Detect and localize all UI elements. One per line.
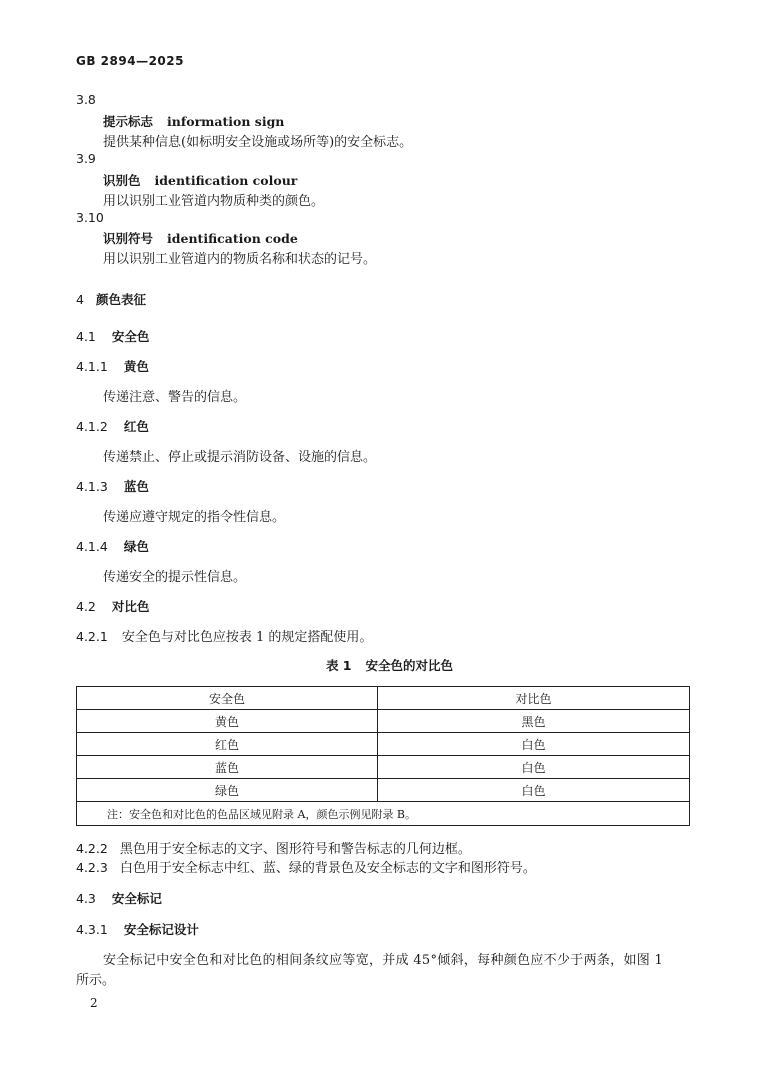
term-english: information sign: [167, 114, 285, 129]
table-cell: 蓝色: [77, 756, 378, 779]
table-note-row: [77, 802, 690, 826]
table-note: 注：安全色和对比色的色品区域见附录 A，颜色示例见附录 B。: [77, 802, 690, 826]
table-cell: 白色: [378, 733, 690, 756]
definition-term: [103, 229, 298, 247]
section-heading-4: 4 颜色表征: [76, 292, 146, 307]
table-header-row: [77, 687, 690, 710]
section-heading-4-2: 4.2 对比色: [76, 599, 150, 614]
standard-number: GB 2894—2025: [76, 54, 184, 68]
table-row: [77, 756, 690, 779]
contrast-colour-table: [76, 686, 690, 826]
definition-text: 用以识别工业管道内的物质名称和状态的记号。: [103, 252, 377, 267]
definition-number: 3.9: [76, 151, 96, 166]
table-cell: 绿色: [77, 779, 378, 802]
table-header-cell: 对比色: [378, 687, 690, 710]
section-heading-4-1-2: 4.1.2 红色: [76, 419, 149, 434]
term-chinese: 识别符号: [103, 231, 154, 246]
section-heading-4-3-1: 4.3.1 安全标记设计: [76, 922, 199, 937]
section-text: 传递安全的提示性信息。: [103, 570, 247, 585]
section-heading-4-1: 4.1 安全色: [76, 329, 150, 344]
section-text: 传递应遵守规定的指令性信息。: [103, 510, 286, 525]
table-row: [77, 779, 690, 802]
section-text-continued: 所示。: [76, 973, 116, 988]
table-cell: 黑色: [378, 710, 690, 733]
definition-text: 用以识别工业管道内物质种类的颜色。: [103, 194, 325, 209]
section-heading-4-3: 4.3 安全标记: [76, 891, 162, 906]
section-text: 传递禁止、停止或提示消防设备、设施的信息。: [103, 450, 377, 465]
definition-number: 3.10: [76, 210, 104, 225]
section-heading-4-1-4: 4.1.4 绿色: [76, 539, 149, 554]
definition-term: [103, 171, 297, 189]
table-cell: 白色: [378, 756, 690, 779]
page-number: 2: [90, 996, 98, 1010]
section-text: 安全标记中安全色和对比色的相间条纹应等宽，并成 45°倾斜，每种颜色应不少于两条，如图 1: [103, 953, 664, 968]
definition-number: 3.8: [76, 92, 96, 107]
section-text: 传递注意、警告的信息。: [103, 390, 247, 405]
table-cell: 白色: [378, 779, 690, 802]
table-title: 表 1 安全色的对比色: [325, 658, 454, 673]
clause-4-2-1: 4.2.1 安全色与对比色应按表 1 的规定搭配使用。: [76, 629, 373, 645]
table-header-cell: 安全色: [77, 687, 378, 710]
table-cell: 黄色: [77, 710, 378, 733]
clause-4-2-2: 4.2.2 黑色用于安全标志的文字、图形符号和警告标志的几何边框。: [76, 841, 471, 857]
table-cell: 红色: [77, 733, 378, 756]
term-english: identification colour: [154, 173, 298, 188]
term-chinese: 提示标志: [103, 114, 154, 129]
table-row: [77, 710, 690, 733]
section-heading-4-1-3: 4.1.3 蓝色: [76, 479, 149, 494]
term-english: identification code: [167, 231, 298, 246]
term-chinese: 识别色: [103, 173, 141, 188]
definition-term: [103, 112, 284, 130]
definition-text: 提供某种信息(如标明安全设施或场所等)的安全标志。: [103, 135, 413, 150]
table-row: [77, 733, 690, 756]
section-heading-4-1-1: 4.1.1 黄色: [76, 359, 149, 374]
clause-4-2-3: 4.2.3 白色用于安全标志中红、蓝、绿的背景色及安全标志的文字和图形符号。: [76, 860, 536, 876]
